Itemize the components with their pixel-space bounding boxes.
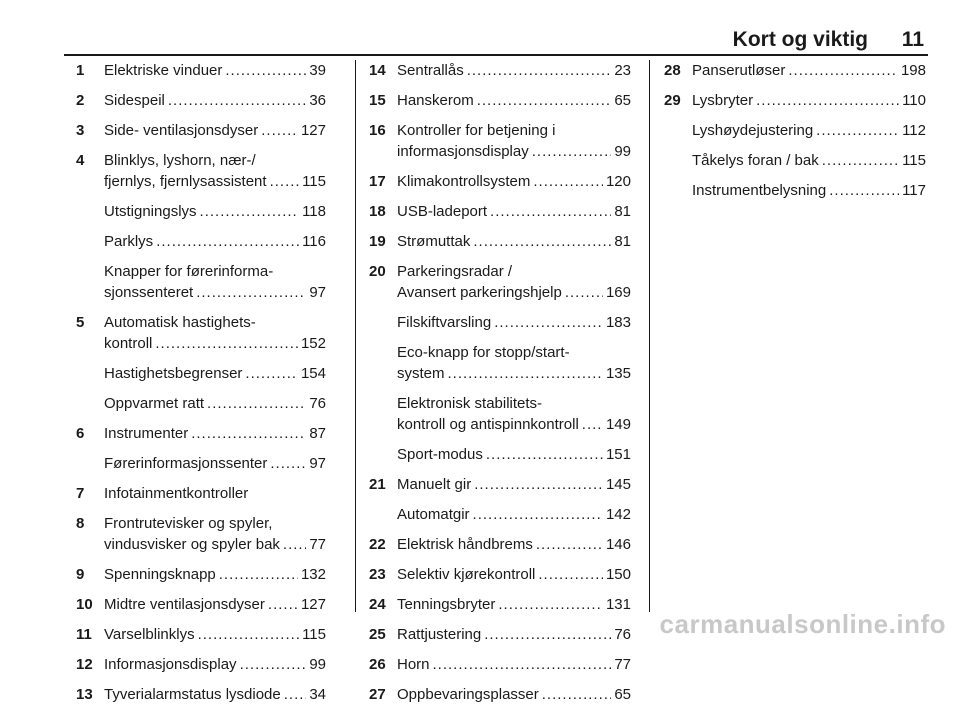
entry-number: 5 bbox=[76, 314, 85, 331]
entry-text: Hanskerom bbox=[397, 92, 474, 109]
entry-text: Tåkelys foran / bak bbox=[692, 152, 819, 169]
entry-number: 26 bbox=[369, 656, 386, 673]
entry-page-number: 76 bbox=[614, 626, 631, 643]
entry-text: Lyshøydejustering bbox=[692, 122, 814, 139]
dot-leader bbox=[490, 201, 611, 222]
dot-leader bbox=[168, 90, 306, 111]
dot-leader bbox=[536, 534, 603, 555]
entry-text: kontroll bbox=[104, 335, 153, 352]
dot-leader bbox=[225, 60, 306, 81]
entry-page-number: 120 bbox=[605, 173, 631, 190]
dot-leader bbox=[788, 60, 898, 81]
entry-text: Oppvarmet ratt bbox=[104, 395, 205, 412]
dot-leader bbox=[829, 180, 899, 201]
dot-leader bbox=[268, 594, 298, 615]
dot-leader bbox=[245, 363, 298, 384]
entry-number: 16 bbox=[369, 122, 386, 139]
entry-text: Instrumenter bbox=[104, 425, 189, 442]
entry-text: vindusvisker og spyler bak bbox=[104, 536, 280, 553]
entry-text: Lysbryter bbox=[692, 92, 754, 109]
dot-leader bbox=[538, 564, 603, 585]
entry-number: 21 bbox=[369, 476, 386, 493]
entry-page-number: 117 bbox=[902, 182, 926, 199]
entry-text: Automatgir bbox=[397, 506, 470, 523]
entry-number: 10 bbox=[76, 596, 93, 613]
dot-leader bbox=[240, 654, 307, 675]
index-entry bbox=[369, 444, 631, 465]
entry-text: Elektriske vinduer bbox=[104, 62, 223, 79]
index-entry bbox=[76, 483, 326, 504]
entry-text: Strømuttak bbox=[397, 233, 471, 250]
entry-text: Varselblinklys bbox=[104, 626, 195, 643]
dot-leader bbox=[191, 423, 306, 444]
entry-text: Manuelt gir bbox=[397, 476, 472, 493]
dot-leader bbox=[155, 333, 298, 354]
index-entry bbox=[369, 684, 631, 705]
entry-number: 18 bbox=[369, 203, 386, 220]
index-entry bbox=[369, 120, 631, 162]
index-entry bbox=[76, 261, 326, 303]
index-entry bbox=[76, 513, 326, 555]
dot-leader bbox=[565, 282, 603, 303]
dot-leader bbox=[270, 453, 306, 474]
entry-page-number: 36 bbox=[309, 92, 326, 109]
entry-text: sjonssenteret bbox=[104, 284, 194, 301]
index-entry bbox=[76, 453, 326, 474]
index-entry bbox=[369, 504, 631, 525]
dot-leader bbox=[532, 141, 612, 162]
entry-number: 22 bbox=[369, 536, 386, 553]
entry-page-number: 99 bbox=[309, 656, 326, 673]
index-entry bbox=[76, 393, 326, 414]
entry-page-number: 65 bbox=[614, 686, 631, 703]
index-entry bbox=[369, 474, 631, 495]
dot-leader bbox=[448, 363, 603, 384]
entry-number: 23 bbox=[369, 566, 386, 583]
index-column-3 bbox=[664, 60, 926, 210]
entry-page-number: 154 bbox=[300, 365, 326, 382]
index-entry bbox=[369, 231, 631, 252]
index-entry bbox=[664, 120, 926, 141]
entry-text: Sport-modus bbox=[397, 446, 483, 463]
dot-leader bbox=[816, 120, 899, 141]
entry-page-number: 145 bbox=[605, 476, 631, 493]
index-entry bbox=[369, 534, 631, 555]
entry-page-number: 116 bbox=[302, 233, 326, 250]
entry-text: Selektiv kjørekontroll bbox=[397, 566, 536, 583]
entry-page-number: 146 bbox=[605, 536, 631, 553]
entry-number: 7 bbox=[76, 485, 85, 502]
entry-text: Avansert parkeringshjelp bbox=[397, 284, 562, 301]
entry-page-number: 65 bbox=[614, 92, 631, 109]
entry-page-number: 87 bbox=[309, 425, 326, 442]
entry-text: Sidespeil bbox=[104, 92, 165, 109]
entry-page-number: 97 bbox=[309, 455, 326, 472]
entry-text: Elektronisk stabilitets- bbox=[397, 395, 543, 412]
dot-leader bbox=[756, 90, 899, 111]
index-entry bbox=[369, 201, 631, 222]
entry-text: Parkeringsradar / bbox=[397, 263, 513, 280]
entry-number: 3 bbox=[76, 122, 85, 139]
entry-number: 17 bbox=[369, 173, 386, 190]
entry-page-number: 99 bbox=[614, 143, 631, 160]
entry-text: fjernlys, fjernlysassistent bbox=[104, 173, 267, 190]
entry-page-number: 135 bbox=[605, 365, 631, 382]
index-entry bbox=[369, 60, 631, 81]
watermark: carmanualsonline.info bbox=[659, 609, 946, 639]
entry-page-number: 152 bbox=[300, 335, 326, 352]
dot-leader bbox=[494, 312, 603, 333]
entry-page-number: 115 bbox=[302, 173, 326, 190]
entry-page-number: 151 bbox=[605, 446, 631, 463]
index-entry bbox=[76, 150, 326, 192]
index-entry bbox=[664, 150, 926, 171]
dot-leader bbox=[467, 60, 612, 81]
page-title: Kort og viktig bbox=[732, 28, 868, 51]
index-entry bbox=[76, 90, 326, 111]
entry-text: Infotainmentkontroller bbox=[104, 485, 249, 502]
entry-number: 28 bbox=[664, 62, 681, 79]
entry-number: 2 bbox=[76, 92, 85, 109]
index-entry bbox=[369, 393, 631, 435]
dot-leader bbox=[156, 231, 299, 252]
dot-leader bbox=[261, 120, 298, 141]
entry-text: Filskiftvarsling bbox=[397, 314, 492, 331]
entry-number: 8 bbox=[76, 515, 85, 532]
entry-page-number: 77 bbox=[309, 536, 326, 553]
entry-text: system bbox=[397, 365, 445, 382]
index-column-1 bbox=[76, 60, 326, 714]
index-entry bbox=[369, 90, 631, 111]
entry-text: Klimakontrollsystem bbox=[397, 173, 531, 190]
index-entry bbox=[76, 654, 326, 675]
index-entry bbox=[76, 684, 326, 705]
entry-text: USB-ladeport bbox=[397, 203, 488, 220]
entry-page-number: 112 bbox=[902, 122, 926, 139]
index-entry bbox=[76, 201, 326, 222]
entry-text: Elektrisk håndbrems bbox=[397, 536, 533, 553]
dot-leader bbox=[207, 393, 306, 414]
entry-page-number: 150 bbox=[605, 566, 631, 583]
column-divider bbox=[649, 60, 650, 612]
entry-number: 27 bbox=[369, 686, 386, 703]
entry-page-number: 115 bbox=[902, 152, 926, 169]
entry-page-number: 81 bbox=[614, 233, 631, 250]
entry-number: 1 bbox=[76, 62, 85, 79]
entry-number: 24 bbox=[369, 596, 386, 613]
entry-text: Spenningsknapp bbox=[104, 566, 216, 583]
entry-number: 15 bbox=[369, 92, 386, 109]
entry-page-number: 127 bbox=[300, 596, 326, 613]
entry-text: Knapper for førerinforma- bbox=[104, 263, 274, 280]
entry-number: 13 bbox=[76, 686, 93, 703]
dot-leader bbox=[486, 444, 603, 465]
entry-text: Midtre ventilasjonsdyser bbox=[104, 596, 265, 613]
entry-page-number: 169 bbox=[605, 284, 631, 301]
index-entry bbox=[369, 654, 631, 675]
entry-text: Side- ventilasjonsdyser bbox=[104, 122, 259, 139]
index-entry bbox=[664, 60, 926, 81]
entry-text: Horn bbox=[397, 656, 430, 673]
entry-number: 29 bbox=[664, 92, 681, 109]
dot-leader bbox=[283, 534, 306, 555]
index-entry bbox=[664, 90, 926, 111]
entry-text: Tenningsbryter bbox=[397, 596, 496, 613]
entry-page-number: 131 bbox=[605, 596, 631, 613]
index-entry bbox=[76, 312, 326, 354]
entry-page-number: 77 bbox=[614, 656, 631, 673]
entry-number: 20 bbox=[369, 263, 386, 280]
entry-text: Rattjustering bbox=[397, 626, 482, 643]
dot-leader bbox=[542, 684, 612, 705]
entry-text: Panserutløser bbox=[692, 62, 786, 79]
dot-leader bbox=[270, 171, 300, 192]
dot-leader bbox=[822, 150, 899, 171]
index-entry bbox=[369, 564, 631, 585]
entry-page-number: 183 bbox=[605, 314, 631, 331]
page-number: 11 bbox=[901, 28, 924, 51]
entry-number: 19 bbox=[369, 233, 386, 250]
entry-page-number: 110 bbox=[902, 92, 926, 109]
entry-number: 6 bbox=[76, 425, 85, 442]
dot-leader bbox=[196, 282, 306, 303]
entry-number: 11 bbox=[76, 626, 92, 643]
entry-text: Førerinformasjonssenter bbox=[104, 455, 268, 472]
entry-text: Parklys bbox=[104, 233, 154, 250]
entry-number: 25 bbox=[369, 626, 386, 643]
index-entry bbox=[76, 120, 326, 141]
dot-leader bbox=[219, 564, 298, 585]
dot-leader bbox=[533, 171, 603, 192]
entry-text: Instrumentbelysning bbox=[692, 182, 827, 199]
entry-text: Frontrutevisker og spyler, bbox=[104, 515, 273, 532]
entry-text: kontroll og antispinnkontroll bbox=[397, 416, 579, 433]
entry-page-number: 34 bbox=[309, 686, 326, 703]
dot-leader bbox=[284, 684, 307, 705]
entry-page-number: 118 bbox=[302, 203, 326, 220]
index-entry bbox=[369, 261, 631, 303]
index-entry bbox=[369, 312, 631, 333]
index-entry bbox=[369, 171, 631, 192]
entry-page-number: 132 bbox=[300, 566, 326, 583]
entry-text: Blinklys, lyshorn, nær-/ bbox=[104, 152, 256, 169]
entry-page-number: 81 bbox=[614, 203, 631, 220]
entry-page-number: 76 bbox=[309, 395, 326, 412]
entry-text: Hastighetsbegrenser bbox=[104, 365, 243, 382]
index-entry bbox=[664, 180, 926, 201]
entry-page-number: 39 bbox=[309, 62, 326, 79]
entry-number: 14 bbox=[369, 62, 386, 79]
index-entry bbox=[76, 60, 326, 81]
entry-page-number: 23 bbox=[614, 62, 631, 79]
index-entry bbox=[369, 594, 631, 615]
entry-text: Automatisk hastighets- bbox=[104, 314, 256, 331]
entry-text: Eco-knapp for stopp/start- bbox=[397, 344, 570, 361]
entry-text: informasjonsdisplay bbox=[397, 143, 529, 160]
index-entry bbox=[369, 342, 631, 384]
dot-leader bbox=[473, 504, 603, 525]
dot-leader bbox=[582, 414, 603, 435]
entry-text: Sentrallås bbox=[397, 62, 464, 79]
entry-text: Utstigningslys bbox=[104, 203, 197, 220]
entry-page-number: 142 bbox=[605, 506, 631, 523]
entry-page-number: 198 bbox=[900, 62, 926, 79]
entry-number: 9 bbox=[76, 566, 85, 583]
index-entry bbox=[76, 423, 326, 444]
index-entry bbox=[76, 231, 326, 252]
entry-text: Tyverialarmstatus lysdiode bbox=[104, 686, 281, 703]
entry-number: 4 bbox=[76, 152, 85, 169]
index-entry bbox=[76, 564, 326, 585]
dot-leader bbox=[200, 201, 300, 222]
entry-page-number: 149 bbox=[605, 416, 631, 433]
entry-page-number: 115 bbox=[302, 626, 326, 643]
dot-leader bbox=[473, 231, 611, 252]
entry-text: Informasjonsdisplay bbox=[104, 656, 237, 673]
dot-leader bbox=[498, 594, 603, 615]
dot-leader bbox=[474, 474, 603, 495]
dot-leader bbox=[433, 654, 612, 675]
entry-text: Kontroller for betjening i bbox=[397, 122, 556, 139]
index-entry bbox=[76, 594, 326, 615]
dot-leader bbox=[477, 90, 612, 111]
index-column-2 bbox=[369, 60, 631, 714]
page-header bbox=[64, 24, 928, 56]
entry-text: Oppbevaringsplasser bbox=[397, 686, 539, 703]
column-divider bbox=[355, 60, 356, 612]
entry-number: 12 bbox=[76, 656, 93, 673]
entry-page-number: 97 bbox=[309, 284, 326, 301]
entry-page-number: 127 bbox=[300, 122, 326, 139]
index-entry bbox=[76, 363, 326, 384]
